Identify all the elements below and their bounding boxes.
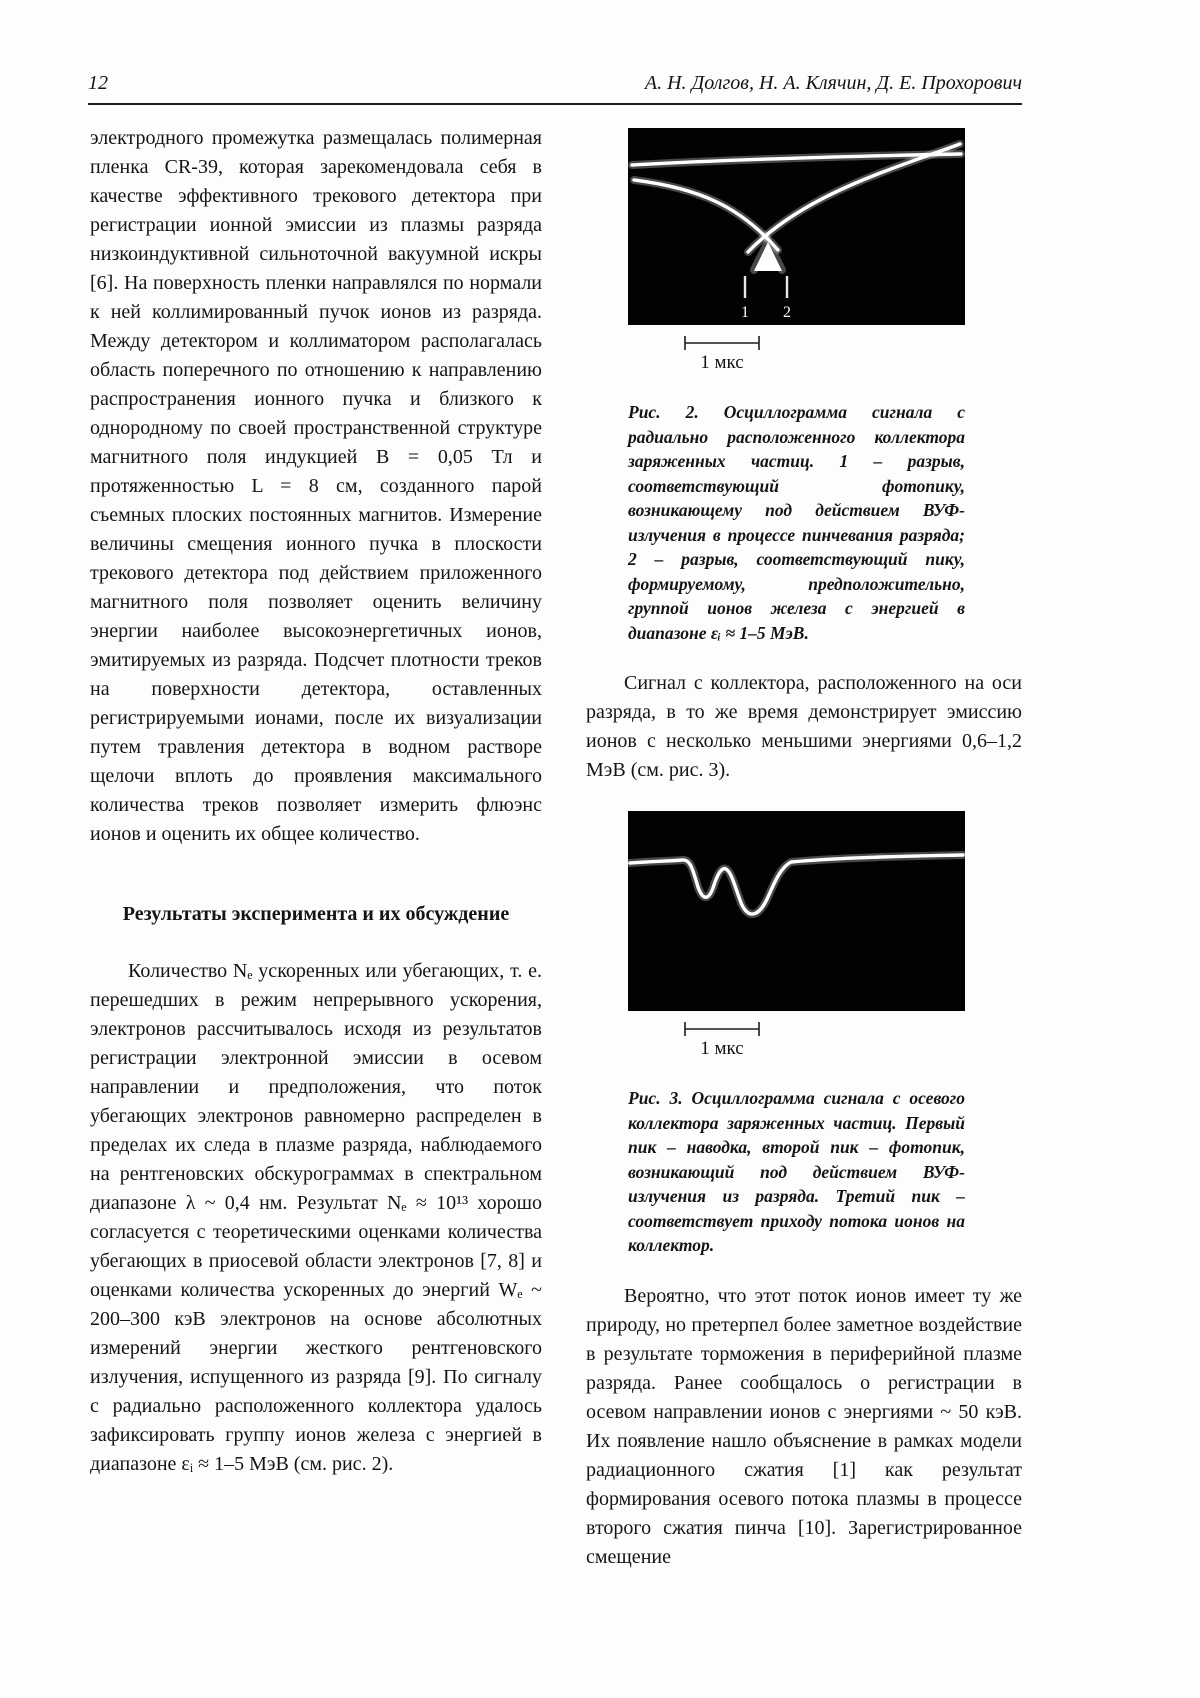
- fig3-scale-label: 1 мкс: [700, 1038, 744, 1059]
- oscilloscope-background: [628, 811, 965, 1011]
- body-paragraph: электродного промежутка размещалась полимерная пленка CR-39, которая зарекомендовала себя в качестве эффективного трекового детектора при регистрации ионной эмиссии из плазмы разряда низкоиндуктивной сильноточной вакуумной искры [6]. На поверхность пленки направлялся по нормали к ней коллимированный пучок ионов из разряда. Между детектором и коллиматором располагалась область поперечного по отношению к направлению распространения ионного пучка и близкого к однородному по своей пространственной структуре магнитного поля индукцией B = 0,05 Тл и протяженностью L = 8 см, созданного парой съемных плоских постоянных магнитов. Измерение величины смещения ионного пучка в плоскости трекового детектора под действием приложенного магнитного поля позволяет оценить величину энергии наиболее высокоэнергетичных ионов, эмитируемых из разряда. Подсчет плотности треков на поверхности детектора, оставленных регистрируемыми ионами, после их визуализации путем травления детектора в водном растворе щелочи вплоть до проявления максимального количества треков позволяет измерить флюэнс ионов и оценить их общее количество.: [90, 127, 542, 845]
- fig2-marker-1-label: 1: [741, 304, 749, 321]
- section-heading: Результаты эксперимента и их обсуждение: [122, 903, 510, 925]
- fig2-scale-label: 1 мкс: [700, 352, 744, 373]
- fig2-oscillogram-image: [628, 128, 965, 325]
- scale-bar-bracket-icon: [683, 1021, 761, 1037]
- header-rule: [88, 103, 1022, 105]
- fig2-caption: Рис. 2. Осциллограмма сигнала с радиально расположенного коллектора заряженных частиц. 1 – разрыв, соответствующий фотопику, возникающему под действием ВУФ-излучения в процессе пинчевания разряда; 2 – разрыв, соответствующий пику, формируемому, предположительно, группой ионов железа с энергией в диапазоне εᵢ ≈ 1–5 МэВ.: [628, 402, 965, 643]
- fig3-scale-bar: [683, 1021, 761, 1060]
- page-number: 12: [88, 72, 108, 94]
- figure-3: [628, 811, 965, 1258]
- body-paragraph: Сигнал с коллектора, расположенного на оси разряда, в то же время демонстрирует эмиссию ионов с несколько меньшими энергиями 0,6–1,2 МэВ (см. рис. 3).: [586, 672, 1022, 781]
- figure-2: [628, 128, 965, 645]
- page-header: [88, 72, 1022, 95]
- running-authors: А. Н. Долгов, Н. А. Клячин, Д. Е. Прохорович: [644, 72, 1022, 94]
- fig3-oscillogram-image: [628, 811, 965, 1011]
- body-paragraph: Количество Nₑ ускоренных или убегающих, т. е. перешедших в режим непрерывного ускорения, электронов рассчитывалось исходя из результатов регистрации электронной эмиссии в осевом направлении и предположения, что поток убегающих электронов равномерно распределен в пределах их следа в плазме разряда, наблюдаемого на рентгеновских обскурограммах в спектральном диапазоне λ ~ 0,4 нм. Результат Nₑ ≈ 10¹³ хорошо согласуется с теоретическими оценками количества убегающих в приосевой области электронов [7, 8] и оценками количества ускоренных до энергий Wₑ ~ 200–300 кэВ электронов на основе абсолютных измерений энергии жесткого рентгеновского излучения, испущенного из разряда [9]. По сигналу с радиально расположенного коллектора удалось зафиксировать группу ионов железа с энергией в диапазоне εᵢ ≈ 1–5 МэВ (см. рис. 2).: [90, 960, 542, 1475]
- left-column: [90, 124, 542, 1479]
- fig3-caption: Рис. 3. Осциллограмма сигнала с осевого коллектора заряженных частиц. Первый пик – наводка, второй пик – фотопик, возникающий под действием ВУФ-излучения из разряда. Третий пик – соответствует приходу потока ионов на коллектор.: [628, 1088, 965, 1255]
- scale-bar-bracket-icon: [683, 335, 761, 351]
- right-column: [586, 124, 1022, 1572]
- fig2-marker-2-label: 2: [783, 304, 791, 321]
- body-paragraph: Вероятно, что этот поток ионов имеет ту же природу, но претерпел более заметное воздействие в результате торможения в периферийной плазме разряда. Ранее сообщалось о регистрации в осевом направлении ионов с энергиями ~ 50 кэВ. Их появление нашло объяснение в рамках модели радиационного сжатия [1] как результат формирования осевого потока плазмы в процессе второго сжатия пинча [10]. Зарегистрированное смещение: [586, 1284, 1022, 1568]
- fig2-scale-bar: [683, 335, 761, 374]
